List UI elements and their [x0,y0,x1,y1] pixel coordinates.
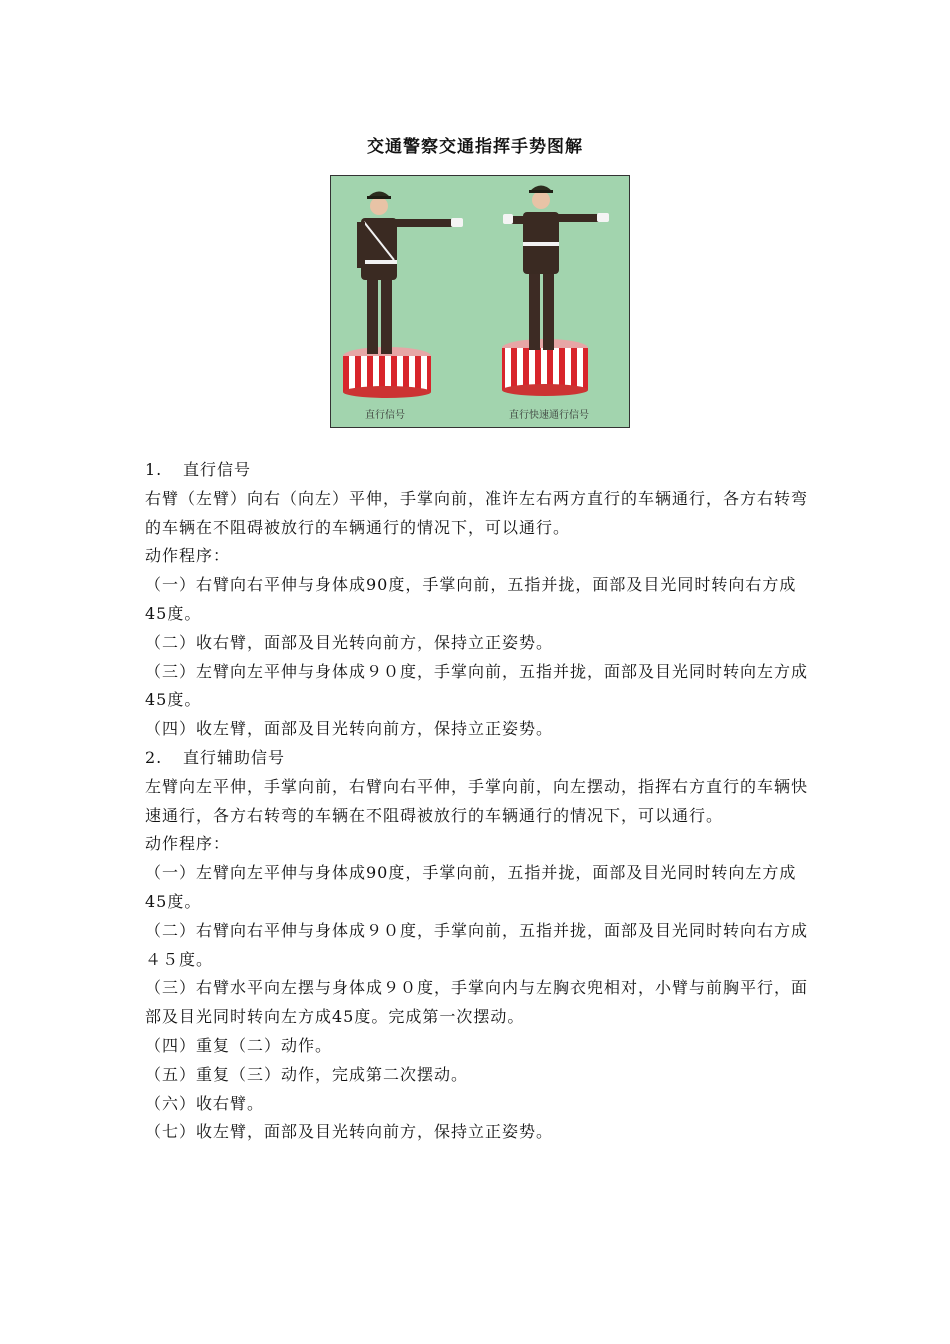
procedure-step: （二）收右臂，面部及目光转向前方，保持立正姿势。 [145,632,554,652]
document-body [145,456,815,1147]
section-title: 直行信号 [183,460,252,479]
procedure-step: （五）重复（三）动作，完成第二次摆动。 [145,1064,469,1084]
procedure-step: （三）右臂水平向左摆与身体成９０度，手掌向内与左胸衣兜相对，小臂与前胸平行，面部及目光同时转向左方成45度。完成第一次摆动。 [145,978,809,1027]
gesture-illustration [331,176,629,427]
procedure-step: （四）重复（二）动作。 [145,1035,333,1055]
procedure-step: （三）左臂向左平伸与身体成９０度，手掌向前，五指并拢，面部及目光同时转向左方成45度。 [145,661,809,710]
section-description: 左臂向左平伸，手掌向前，右臂向右平伸，手掌向前，向左摆动，指挥右方直行的车辆快速通行，各方右转弯的车辆在不阻碍被放行的车辆通行的情况下，可以通行。 [145,776,809,825]
traffic-gesture-photo [330,175,630,428]
document-title: 交通警察交通指挥手势图解 [367,137,583,157]
section-number: 1. [145,460,163,479]
section-title: 直行辅助信号 [183,747,286,767]
section-heading [145,456,815,485]
procedure-step: （二）右臂向右平伸与身体成９０度，手掌向前，五指并拢，面部及目光同时转向右方成４５度。 [145,920,809,969]
figure-caption-fast-straight-signal: 直行快速通行信号 [509,410,589,421]
procedure-step: （七）收左臂，面部及目光转向前方，保持立正姿势。 [145,1122,554,1142]
figure-caption-straight-signal: 直行信号 [365,410,405,421]
procedure-step: （一）右臂向右平伸与身体成90度，手掌向前，五指并拢，面部及目光同时转向右方成45度。 [145,575,797,623]
procedure-step: （四）收左臂，面部及目光转向前方，保持立正姿势。 [145,719,554,739]
section-heading [145,744,815,773]
section-number: 2. [145,747,163,767]
procedure-label: 动作程序： [145,834,231,854]
procedure-step: （一）左臂向左平伸与身体成90度，手掌向前，五指并拢，面部及目光同时转向左方成45度。 [145,863,797,911]
procedure-label: 动作程序： [145,546,231,566]
procedure-step: （六）收右臂。 [145,1093,265,1113]
section-description: 右臂（左臂）向右（向左）平伸，手掌向前，准许左右两方直行的车辆通行，各方右转弯的车辆在不阻碍被放行的车辆通行的情况下，可以通行。 [145,488,809,537]
